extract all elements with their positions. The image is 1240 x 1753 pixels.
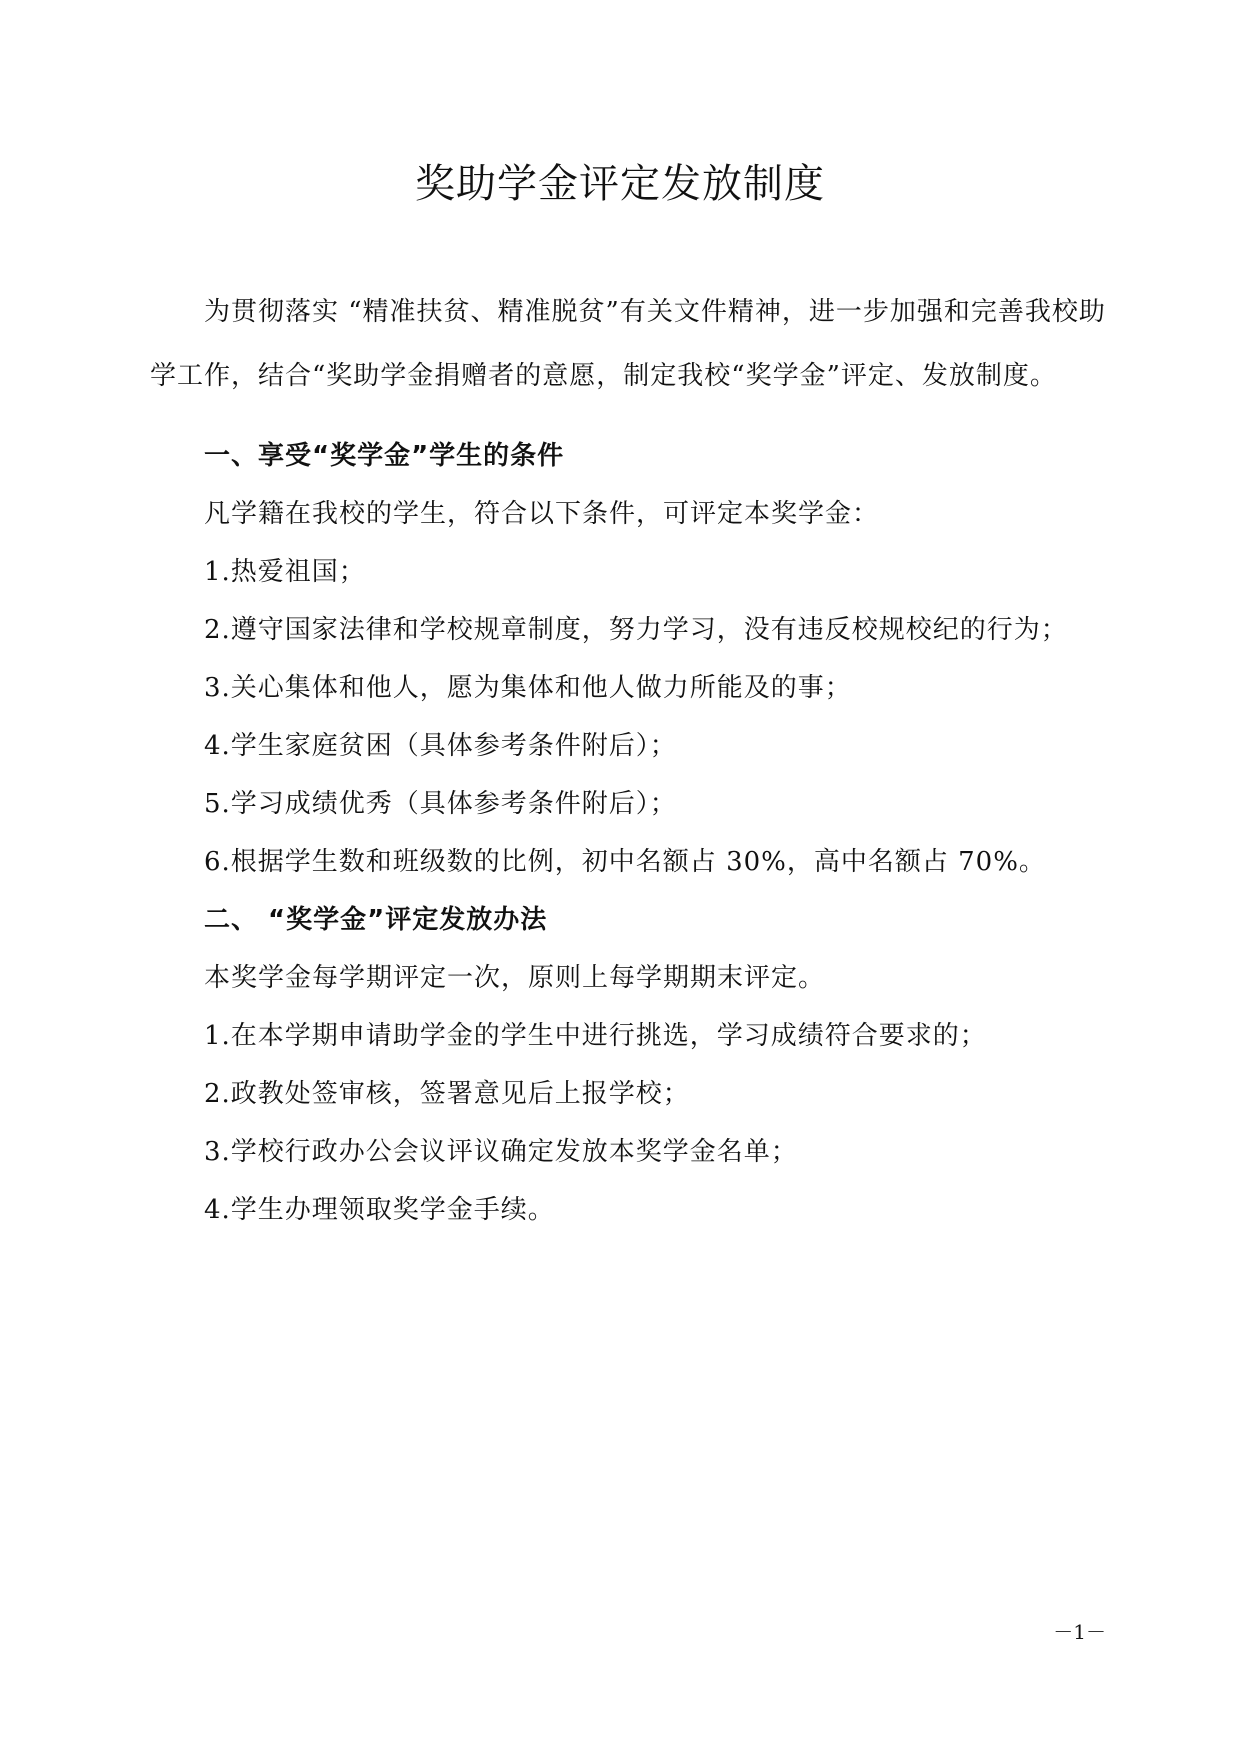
section1-item: 1.热爱祖国； [204,557,366,587]
section2-heading: 二、 “奖学金”评定发放办法 [204,905,548,935]
section1-heading: 一、享受“奖学金”学生的条件 [204,441,565,471]
section2-item: 4.学生办理领取奖学金手续。 [204,1195,555,1225]
section1-item: 4.学生家庭贫困（具体参考条件附后）； [204,731,677,761]
section1-item: 2.遵守国家法律和学校规章制度，努力学习，没有违反校规校纪的行为； [204,615,1068,645]
section2-item: 3.学校行政办公会议评议确定发放本奖学金名单； [204,1137,798,1167]
page-number: －1－ [1053,1620,1106,1644]
section1-item: 3.关心集体和他人，愿为集体和他人做力所能及的事； [204,673,852,703]
section2-lead: 本奖学金每学期评定一次，原则上每学期期末评定。 [204,963,826,993]
section2-item: 2.政教处签审核，签署意见后上报学校； [204,1079,690,1109]
intro-paragraph: 为贯彻落实 “精准扶贫、精准脱贫”有关文件精神，进一步加强和完善我校助学工作，结合“奖助学金捐赠者的意愿，制定我校“奖学金”评定、发放制度。 [150,297,1106,391]
section1-item: 5.学习成绩优秀（具体参考条件附后）； [204,789,677,819]
section1-item: 6.根据学生数和班级数的比例，初中名额占 30%，高中名额占 70%。 [204,847,1046,877]
document-title: 奖助学金评定发放制度 [415,161,825,207]
section1-lead: 凡学籍在我校的学生，符合以下条件，可评定本奖学金： [204,499,880,529]
section2-item: 1.在本学期申请助学金的学生中进行挑选，学习成绩符合要求的； [204,1021,987,1051]
